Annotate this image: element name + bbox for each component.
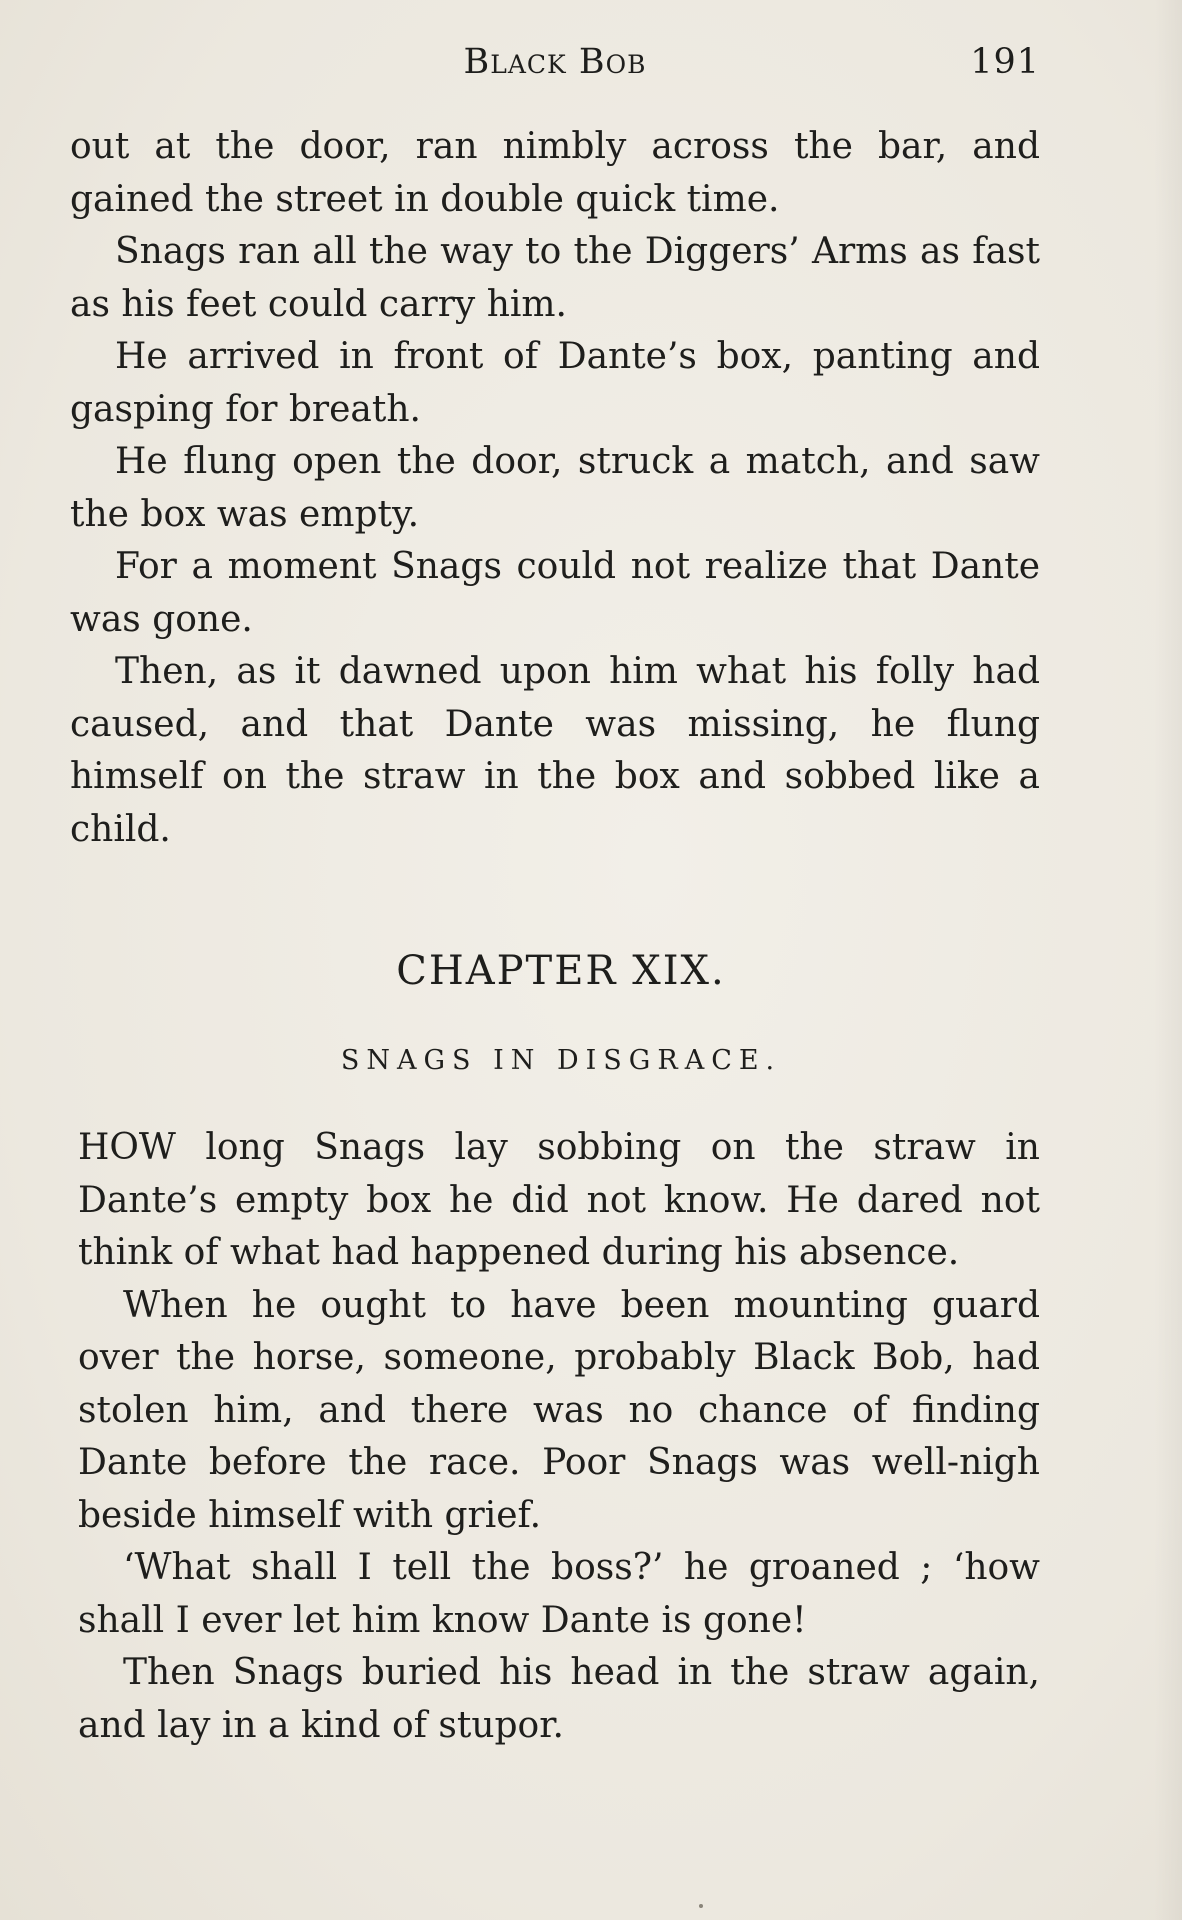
running-title: Black Bob xyxy=(463,42,647,82)
paragraph: Then, as it dawned upon him what his folly had caused, and that Dante was missing, he flung himself on the straw in the box and sobbed like a child. xyxy=(70,651,1040,850)
running-head xyxy=(70,42,1040,92)
paragraph: When he ought to have been mounting guard over the horse, someone, probably Black Bob, had stolen him, and there was no chance of finding Dante before the race. Poor Snags was well-nigh beside himself with grief. xyxy=(78,1284,1040,1536)
paper-speck xyxy=(699,1904,703,1908)
paragraph: He flung open the door, struck a match, and saw the box was empty. xyxy=(70,441,1040,535)
paragraph: out at the door, ran nimbly across the bar, and gained the street in double quick time. xyxy=(70,126,1040,220)
chapter-title: CHAPTER XIX. xyxy=(396,948,726,994)
page-edge-shadow xyxy=(1154,0,1182,1920)
paragraph: HOW long Snags lay sobbing on the straw in Dante’s empty box he did not know. He dared not think of what had happened during his absence. xyxy=(78,1127,1040,1273)
paragraph: Snags ran all the way to the Diggers’ Arms as fast as his feet could carry him. xyxy=(70,231,1040,325)
paragraph: He arrived in front of Dante’s box, panting and gasping for breath. xyxy=(70,336,1040,430)
chapter-subtitle: SNAGS IN DISGRACE. xyxy=(340,1045,782,1076)
top-text-block xyxy=(70,121,1040,856)
bottom-text-block xyxy=(78,1122,1040,1752)
paragraph: Then Snags buried his head in the straw again, and lay in a kind of stupor. xyxy=(78,1652,1040,1746)
paragraph: For a moment Snags could not realize that Dante was gone. xyxy=(70,546,1040,640)
page-number: 191 xyxy=(970,42,1040,82)
paragraph: ‘What shall I tell the boss?’ he groaned ; ‘how shall I ever let him know Dante is gone! xyxy=(78,1547,1040,1641)
